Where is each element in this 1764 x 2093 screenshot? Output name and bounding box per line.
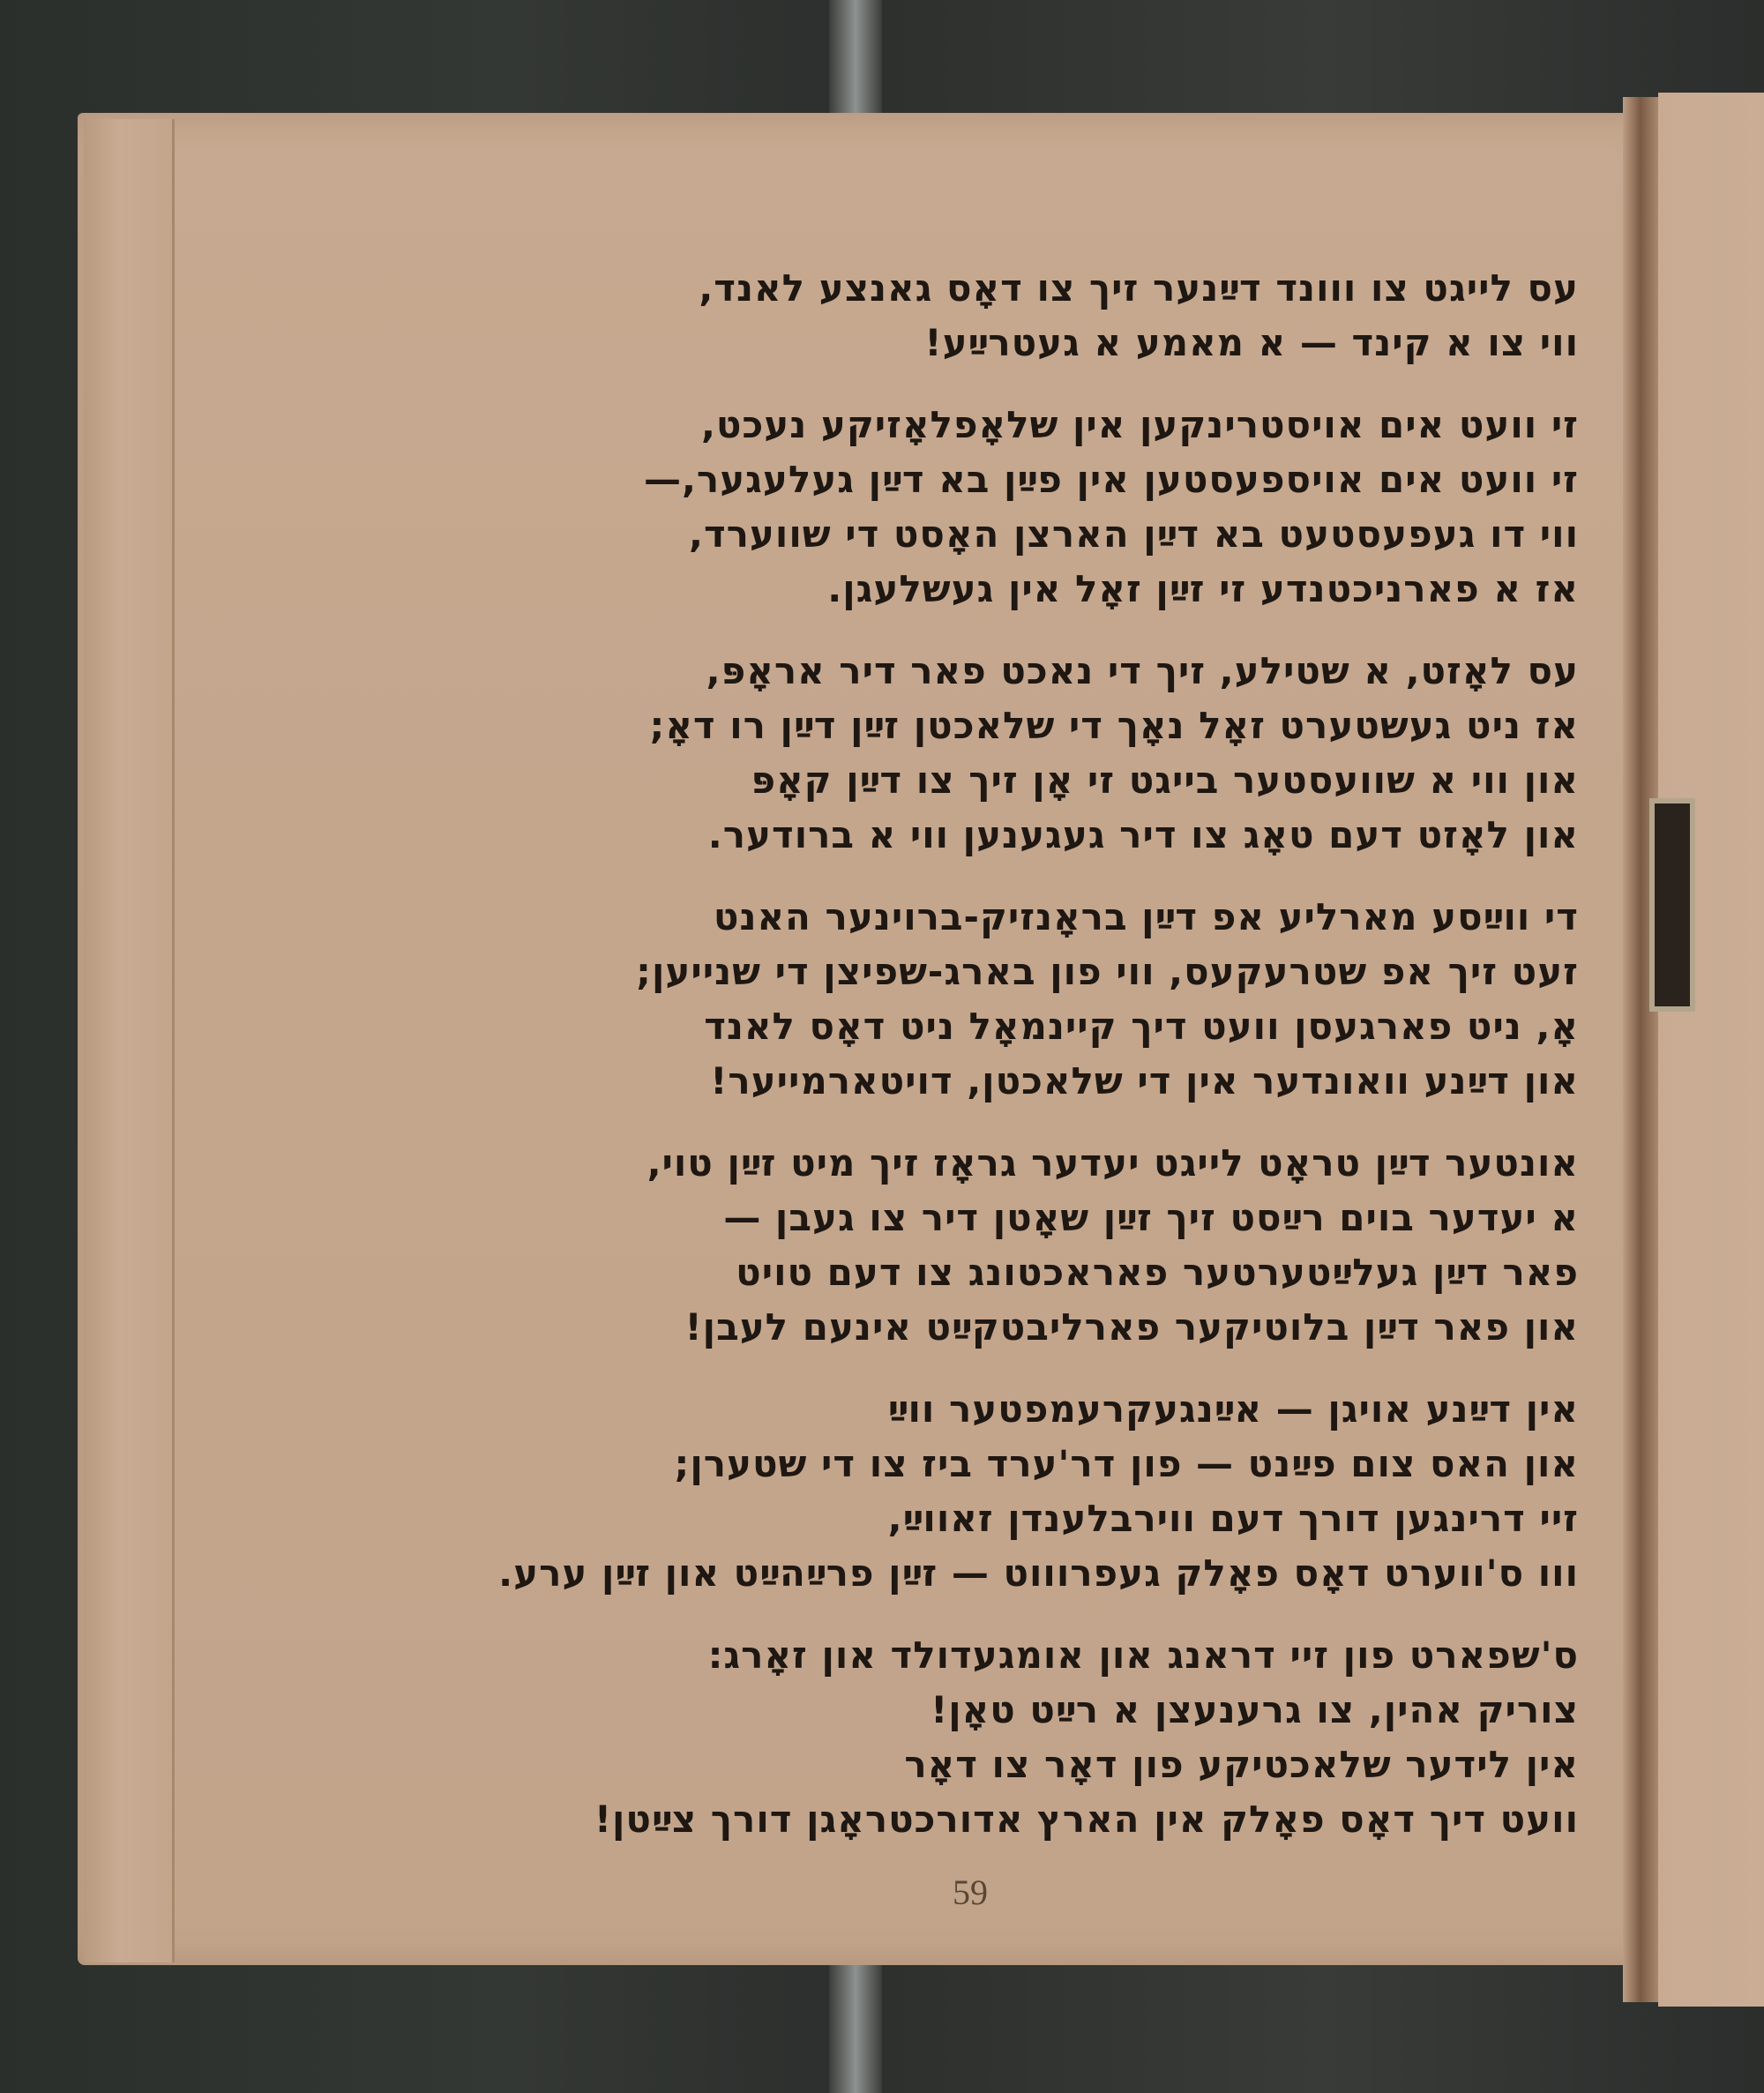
stanza-3 xyxy=(494,644,1579,863)
poem-line: זיי דרינגען דורך דעם ווירבלענדן זאווײַ, xyxy=(887,1497,1579,1540)
facing-page-edge xyxy=(1658,93,1764,2007)
stanza-1 xyxy=(494,261,1579,370)
poem-line: ווי דו געפעסטעט בא דײַן הארצן האָסט די שווערד, xyxy=(689,512,1579,556)
poem-line: ווו ס'ווערט דאָס פאָלק געפרוווט — זײַן פרײַהײַט און זײַן ערע. xyxy=(498,1551,1579,1595)
poem-line: עס לאָזט, א שטילע, זיך די נאכט פאר דיר אראָפּ, xyxy=(706,649,1579,692)
stanza-5 xyxy=(494,1136,1579,1355)
poem-line: אין דײַנע אויגן — אײַנגעקרעמפטער ווײַ xyxy=(887,1387,1579,1431)
stanza-4 xyxy=(494,890,1579,1109)
stanza-2 xyxy=(494,398,1579,617)
poem-line: אונטער דײַן טראָט לייגט יעדער גראָז זיך מיט זײַן טוי, xyxy=(647,1141,1579,1185)
poem-line: ווי צו א קינד — א מאמע א געטרײַע! xyxy=(924,321,1579,364)
poem-line: אז ניט געשטערט זאָל נאָך די שלאכטן זײַן דײַן רו דאָ; xyxy=(649,704,1579,747)
binding-hole xyxy=(1649,798,1695,1012)
poem-line: און לאָזט דעם טאָג צו דיר געגענען ווי א ברודער. xyxy=(707,813,1579,856)
poem-line: וועט דיך דאָס פאָלק אין הארץ אדורכטראָגן דורך צײַטן! xyxy=(594,1798,1579,1841)
stanza-7 xyxy=(494,1628,1579,1847)
book-spine xyxy=(1623,97,1658,2002)
poem-line: צוריק אהין, צו גרענעצן א רײַט טאָן! xyxy=(931,1688,1579,1731)
poem-line: און דײַנע וואונדער אין די שלאכטן, דויטארמייער! xyxy=(710,1059,1579,1103)
stanza-6 xyxy=(494,1382,1579,1601)
poem-line: און פאר דײַן בלוטיקער פארליבטקײַט אינעם לעבן! xyxy=(684,1305,1579,1349)
poem-line: און ווי א שוועסטער בייגט זי אָן זיך צו דײַן קאָפּ xyxy=(751,759,1579,802)
poem-line: זי וועט אים אויספעסטען אין פײַן בא דײַן געלעגער,— xyxy=(643,458,1579,501)
poem-line: עס לייגט צו ווונד דײַנער זיך צו דאָס גאנצע לאנד, xyxy=(699,266,1579,310)
poem-line: זי וועט אים אויסטרינקען אין שלאָפלאָזיקע נעכט, xyxy=(700,403,1579,446)
poem-text xyxy=(494,261,1579,1874)
poem-line: אָ, ניט פארגעסן וועט דיך קיינמאָל ניט דאָס לאנד xyxy=(704,1005,1579,1048)
poem-line: אין לידער שלאכטיקע פון דאָר צו דאָר xyxy=(904,1743,1579,1786)
poem-line: א יעדער בוים רײַסט זיך זײַן שאָטן דיר צו געבן — xyxy=(723,1196,1579,1239)
poem-line: פאר דײַן געלײַטערטער פאראכטונג צו דעם טויט xyxy=(736,1251,1579,1294)
page-stack-edge xyxy=(84,119,175,1962)
poem-line: אז א פארניכטנדע זי זײַן זאָל אין געשלעגן. xyxy=(827,567,1579,610)
poem-line: די ווײַסע מארליע אפ דײַן בראָנזיק-ברוינער האנט xyxy=(713,895,1579,938)
page-number: 59 xyxy=(953,1872,988,1912)
poem-line: ס'שפארט פון זיי דראנג און אומגעדולד און זאָרג: xyxy=(707,1633,1579,1677)
poem-line: און האס צום פײַנט — פון דר'ערד ביז צו די שטערן; xyxy=(674,1442,1579,1485)
poem-line: זעט זיך אפ שטרעקעס, ווי פון בארג-שפיצן די שנייען; xyxy=(636,950,1579,993)
